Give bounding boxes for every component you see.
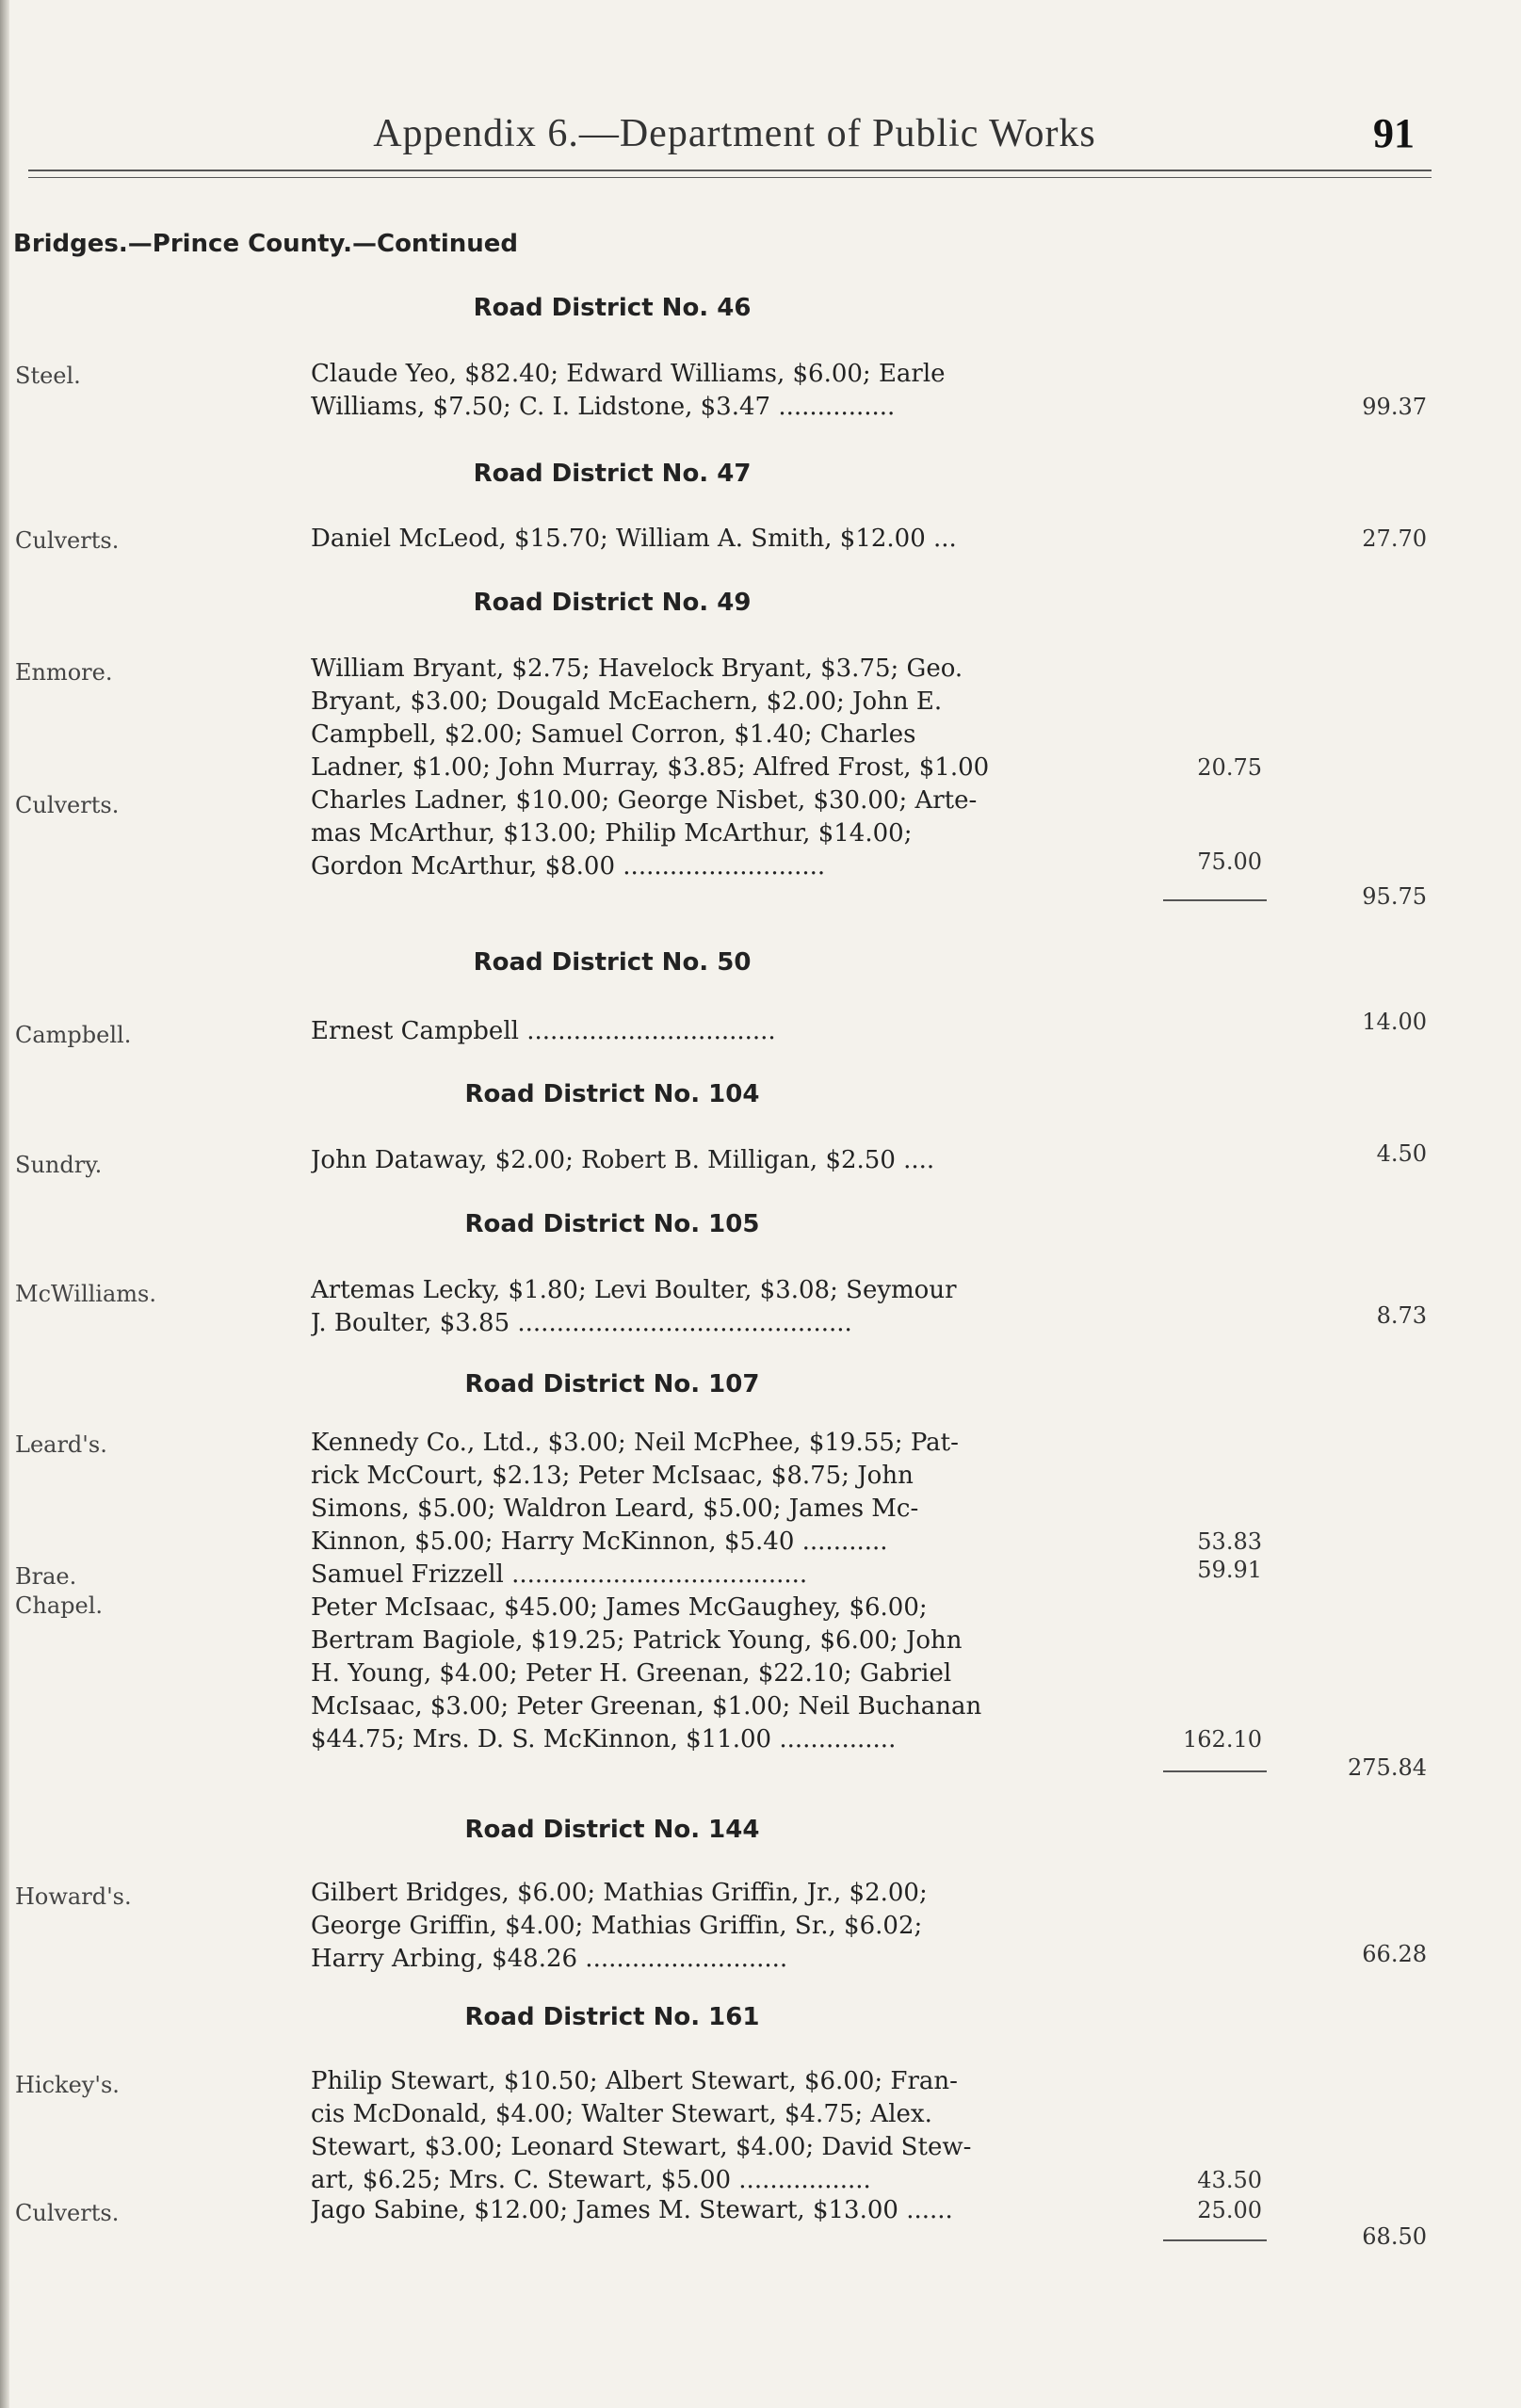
page-number: 91 <box>1373 110 1415 156</box>
place-name: Enmore. <box>15 659 113 686</box>
entry-line: H. Young, $4.00; Peter H. Greenan, $22.10; Gabriel <box>311 1659 952 1688</box>
place-name: Culverts. <box>15 792 120 818</box>
district-total: 14.00 <box>1362 1009 1427 1035</box>
section-heading: Bridges.—Prince County.—Continued <box>13 230 519 258</box>
entry-line: Simons, $5.00; Waldron Leard, $5.00; James Mc- <box>311 1495 919 1523</box>
entry-line: Harry Arbing, $48.26 .......................... <box>311 1945 788 1973</box>
entry-subtotal: 75.00 <box>1197 848 1262 875</box>
entry-line: McIsaac, $3.00; Peter Greenan, $1.00; Neil Buchanan <box>311 1692 982 1721</box>
district-heading: Road District No. 49 <box>473 589 752 617</box>
entry-line: Claude Yeo, $82.40; Edward Williams, $6.00; Earle <box>311 360 946 388</box>
entry-line: Ernest Campbell ................................ <box>311 1017 776 1045</box>
district-total: 66.28 <box>1362 1941 1427 1967</box>
entry-line: Campbell, $2.00; Samuel Corron, $1.40; Charles <box>311 720 916 749</box>
entry-text <box>311 1877 1158 1976</box>
district-heading: Road District No. 144 <box>464 1816 760 1844</box>
place-name: Sundry. <box>15 1152 103 1178</box>
subtotal-rule <box>1163 1770 1267 1772</box>
district-heading: Road District No. 47 <box>473 460 752 488</box>
place-name: Howard's. <box>15 1883 132 1910</box>
entry-line: Kennedy Co., Ltd., $3.00; Neil McPhee, $19.55; Pat- <box>311 1429 959 1457</box>
district-total: 8.73 <box>1376 1302 1427 1329</box>
entry-text <box>311 1015 1158 1048</box>
district-total: 4.50 <box>1376 1140 1427 1167</box>
entry-text <box>311 2065 1158 2197</box>
entry-text <box>311 1592 1158 1756</box>
entry-line: Peter McIsaac, $45.00; James McGaughey, $6.00; <box>311 1593 928 1622</box>
entry-subtotal: 25.00 <box>1197 2197 1262 2223</box>
entry-line: Stewart, $3.00; Leonard Stewart, $4.00; David Stew- <box>311 2133 972 2161</box>
running-header: Appendix 6.—Department of Public Works <box>373 112 1096 155</box>
entry-line: cis McDonald, $4.00; Walter Stewart, $4.75; Alex. <box>311 2100 932 2128</box>
entry-line: $44.75; Mrs. D. S. McKinnon, $11.00 ............... <box>311 1725 897 1753</box>
place-name: Leard's. <box>15 1431 107 1458</box>
place-name: Campbell. <box>15 1022 132 1048</box>
entry-subtotal: 53.83 <box>1197 1528 1262 1555</box>
entry-line: John Dataway, $2.00; Robert B. Milligan, $2.50 .... <box>311 1146 935 1174</box>
entry-line: Samuel Frizzell ...................................... <box>311 1560 808 1589</box>
entry-line: Bryant, $3.00; Dougald McEachern, $2.00; John E. <box>311 687 943 716</box>
entry-line: Gordon McArthur, $8.00 .......................... <box>311 852 826 881</box>
entry-text <box>311 1144 1158 1177</box>
entry-line: mas McArthur, $13.00; Philip McArthur, $14.00; <box>311 819 913 848</box>
entry-line: Kinnon, $5.00; Harry McKinnon, $5.40 ........... <box>311 1527 888 1556</box>
entry-line: J. Boulter, $3.85 ........................................... <box>311 1309 852 1337</box>
subtotal-rule <box>1163 899 1267 901</box>
page-binding-edge <box>0 0 9 2408</box>
entry-line: art, $6.25; Mrs. C. Stewart, $5.00 ................. <box>311 2166 871 2194</box>
entry-line: Jago Sabine, $12.00; James M. Stewart, $13.00 ...... <box>311 2196 953 2224</box>
entry-line: Gilbert Bridges, $6.00; Mathias Griffin, Jr., $2.00; <box>311 1879 928 1907</box>
place-name: Steel. <box>15 363 81 389</box>
place-name: Culverts. <box>15 2200 120 2226</box>
entry-text <box>311 523 1158 556</box>
district-total: 275.84 <box>1348 1754 1427 1781</box>
district-total: 95.75 <box>1362 883 1427 910</box>
entry-subtotal: 20.75 <box>1197 754 1262 781</box>
entry-line: Daniel McLeod, $15.70; William A. Smith, $12.00 ... <box>311 525 957 553</box>
entry-text <box>311 358 1158 424</box>
entry-text <box>311 784 1158 883</box>
place-name: Culverts. <box>15 527 120 554</box>
place-name: Chapel. <box>15 1592 103 1619</box>
district-heading: Road District No. 107 <box>464 1370 760 1398</box>
entry-subtotal: 59.91 <box>1197 1557 1262 1583</box>
entry-line: Williams, $7.50; C. I. Lidstone, $3.47 ............... <box>311 393 896 421</box>
entry-line: Philip Stewart, $10.50; Albert Stewart, $6.00; Fran- <box>311 2067 958 2095</box>
entry-line: rick McCourt, $2.13; Peter McIsaac, $8.75; John <box>311 1462 914 1490</box>
entry-line: Charles Ladner, $10.00; George Nisbet, $30.00; Arte- <box>311 786 978 815</box>
district-total: 27.70 <box>1362 525 1427 552</box>
header-rule-secondary <box>28 177 1432 178</box>
district-heading: Road District No. 46 <box>473 294 752 322</box>
subtotal-rule <box>1163 2239 1267 2241</box>
district-heading: Road District No. 104 <box>464 1080 760 1108</box>
entry-line: Ladner, $1.00; John Murray, $3.85; Alfred Frost, $1.00 <box>311 753 990 782</box>
place-name: Brae. <box>15 1563 77 1590</box>
entry-line: Artemas Lecky, $1.80; Levi Boulter, $3.08; Seymour <box>311 1276 957 1304</box>
entry-text <box>311 653 1158 784</box>
entry-text <box>311 1427 1158 1559</box>
entry-subtotal: 162.10 <box>1183 1726 1262 1753</box>
entry-line: Bertram Bagiole, $19.25; Patrick Young, $6.00; John <box>311 1626 963 1655</box>
entry-text <box>311 1274 1158 1340</box>
entry-line: George Griffin, $4.00; Mathias Griffin, Sr., $6.02; <box>311 1912 923 1940</box>
entry-text <box>311 2194 1158 2227</box>
header-rule <box>28 170 1432 171</box>
entry-text <box>311 1559 1158 1592</box>
district-heading: Road District No. 105 <box>464 1210 760 1238</box>
district-total: 68.50 <box>1362 2223 1427 2250</box>
place-name: McWilliams. <box>15 1281 156 1307</box>
district-heading: Road District No. 50 <box>473 948 752 977</box>
place-name: Hickey's. <box>15 2072 120 2098</box>
entry-subtotal: 43.50 <box>1197 2167 1262 2193</box>
district-heading: Road District No. 161 <box>464 2003 760 2031</box>
district-total: 99.37 <box>1362 394 1427 420</box>
entry-line: William Bryant, $2.75; Havelock Bryant, $3.75; Geo. <box>311 655 963 683</box>
